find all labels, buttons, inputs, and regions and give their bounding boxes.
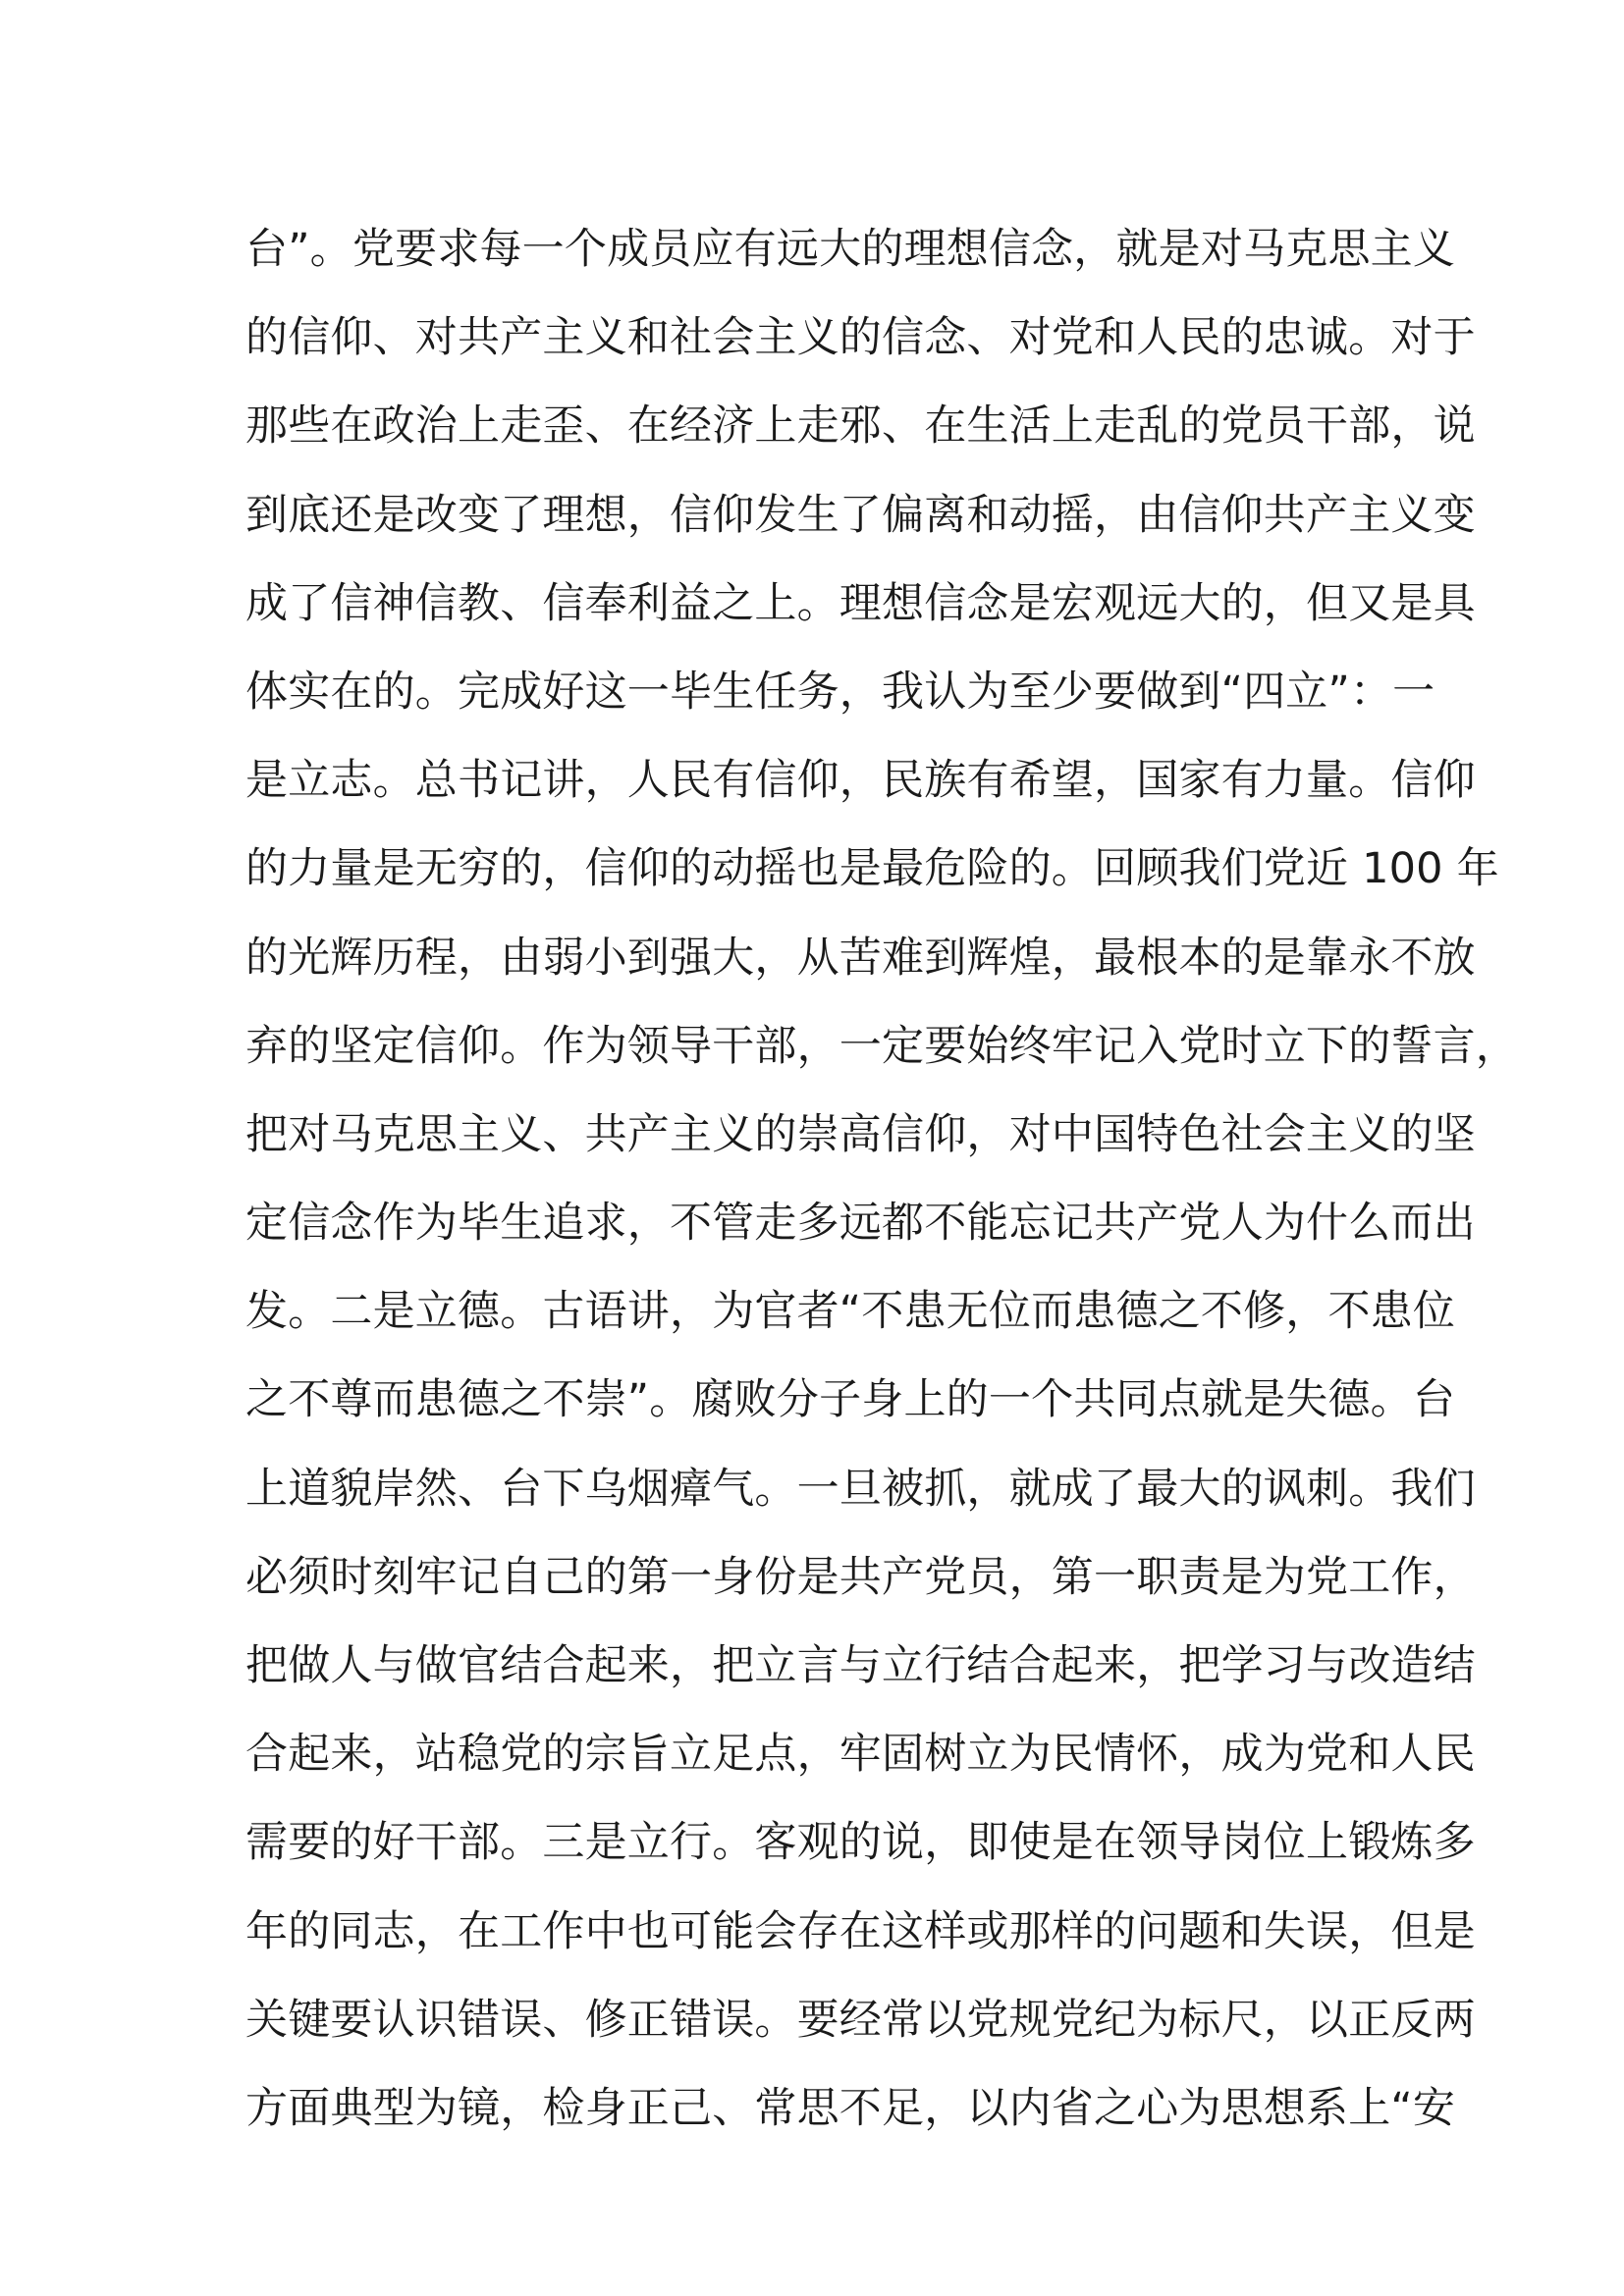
text-line: 的光辉历程，由弱小到强大，从苦难到辉煌，最根本的是靠永不放 (245, 933, 1476, 983)
text-line: 合起来，站稳党的宗旨立足点，牢固树立为民情怀，成为党和人民 (245, 1730, 1476, 1780)
text-line: 那些在政治上走歪、在经济上走邪、在生活上走乱的党员干部，说 (245, 401, 1476, 452)
text-line: 之不尊而患德之不崇”。腐败分子身上的一个共同点就是失德。台 (245, 1375, 1456, 1425)
text-line: 体实在的。完成好这一毕生任务，我认为至少要做到“四立”：一 (245, 667, 1435, 717)
text-line: 关键要认识错误、修正错误。要经常以党规党纪为标尺，以正反两 (245, 1995, 1476, 2045)
text-line: 弃的坚定信仰。作为领导干部，一定要始终牢记入党时立下的誓言， (245, 1021, 1518, 1071)
text-line: 上道貌岸然、台下乌烟瘴气。一旦被抓，就成了最大的讽刺。我们 (245, 1464, 1476, 1514)
text-line: 方面典型为镜，检身正己、常思不足，以内省之心为思想系上“安 (245, 2083, 1456, 2133)
text-line: 台”。党要求每一个成员应有远大的理想信念，就是对马克思主义 (245, 225, 1456, 274)
text-line: 把对马克思主义、共产主义的崇高信仰，对中国特色社会主义的坚 (245, 1109, 1476, 1159)
text-line: 的力量是无穷的，信仰的动摇也是最危险的。回顾我们党近 100 年 (245, 844, 1499, 894)
text-line: 必须时刻牢记自己的第一身份是共产党员，第一职责是为党工作， (245, 1552, 1476, 1602)
text-line: 定信念作为毕生追求，不管走多远都不能忘记共产党人为什么而出 (245, 1199, 1476, 1249)
text-line: 是立志。总书记讲，人民有信仰，民族有希望，国家有力量。信仰 (245, 756, 1476, 806)
text-line: 把做人与做官结合起来，把立言与立行结合起来，把学习与改造结 (245, 1641, 1476, 1690)
text-line: 的信仰、对共产主义和社会主义的信念、对党和人民的忠诚。对于 (245, 313, 1476, 363)
text-line: 发。二是立德。古语讲，为官者“不患无位而患德之不修，不患位 (245, 1287, 1456, 1337)
body-text (245, 220, 1518, 2167)
text-line: 年的同志，在工作中也可能会存在这样或那样的问题和失误，但是 (245, 1906, 1476, 1956)
text-line: 成了信神信教、信奉利益之上。理想信念是宏观远大的，但又是具 (245, 578, 1476, 628)
text-line: 到底还是改变了理想，信仰发生了偏离和动摇，由信仰共产主义变 (245, 490, 1476, 540)
text-line: 需要的好干部。三是立行。客观的说，即使是在领导岗位上锻炼多 (245, 1818, 1476, 1868)
